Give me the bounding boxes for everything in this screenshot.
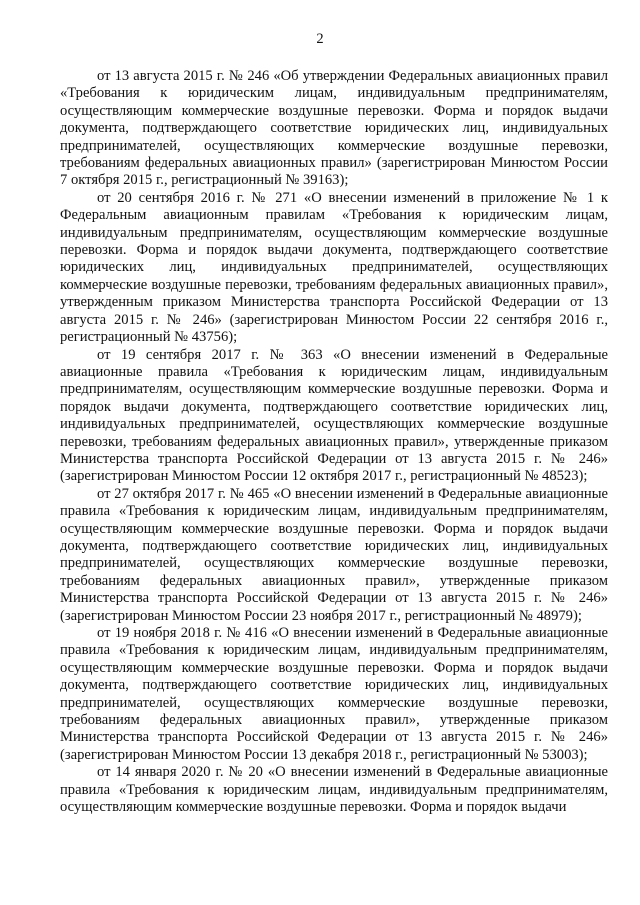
paragraph-order-20: от 14 января 2020 г. № 20 «О внесении изменений в Федеральные авиационные правила «Требования к юридическим лицам, индивидуальным предпринимателям, осуществляющим коммерческие воздушные перевозки. Форма и порядок выдачи [60, 764, 608, 816]
paragraph-order-465: от 27 октября 2017 г. № 465 «О внесении изменений в Федеральные авиационные правила «Требования к юридическим лицам, индивидуальным предпринимателям, осуществляющим коммерческие воздушные перевозки. Форма и порядок выдачи документа, подтверждающего соответствие юридических лиц, индивидуальных предпринимателей, осуществляющих коммерческие воздушные перевозки, требованиям федеральных авиационных правил», утвержденные приказом Министерства транспорта Российской Федерации от 13 августа 2015 г. № 246» (зарегистрирован Минюстом России 23 ноября 2017 г., регистрационный № 48979); [60, 485, 608, 624]
paragraph-order-416: от 19 ноября 2018 г. № 416 «О внесении изменений в Федеральные авиационные правила «Требования к юридическим лицам, индивидуальным предпринимателям, осуществляющим коммерческие воздушные перевозки. Форма и порядок выдачи документа, подтверждающего соответствие юридических лиц, индивидуальных предпринимателей, осуществляющих коммерческие воздушные перевозки, требованиям федеральных авиационных правил», утвержденные приказом Министерства транспорта Российской Федерации от 13 августа 2015 г. № 246» (зарегистрирован Минюстом России 13 декабря 2018 г., регистрационный № 53003); [60, 625, 608, 763]
page-number: 2 [316, 31, 324, 47]
paragraph-order-363: от 19 сентября 2017 г. № 363 «О внесении изменений в Федеральные авиационные правила «Требования к юридическим лицам, индивидуальным предпринимателям, осуществляющим коммерческие воздушные перевозки. Форма и порядок выдачи документа, подтверждающего соответствие юридических лиц, индивидуальных предпринимателей, осуществляющих коммерческие воздушные перевозки, требованиям федеральных авиационных правил», утвержденные приказом Министерства транспорта Российской Федерации от 13 августа 2015 г. № 246» (зарегистрирован Минюстом России 12 октября 2017 г., регистрационный № 48523); [60, 346, 608, 485]
paragraph-order-246: от 13 августа 2015 г. № 246 «Об утверждении Федеральных авиационных правил «Требования к юридическим лицам, индивидуальным предпринимателям, осуществляющим коммерческие воздушные перевозки. Форма и порядок выдачи документа, подтверждающего соответствие юридических лиц, индивидуальных предпринимателей, осуществляющих коммерческие воздушные перевозки, требованиям федеральных авиационных правил» (зарегистрирован Минюстом России 7 октября 2015 г., регистрационный № 39163); [60, 68, 608, 189]
paragraph-order-271: от 20 сентября 2016 г. № 271 «О внесении изменений в приложение № 1 к Федеральным авиационным правилам «Требования к юридическим лицам, индивидуальным предпринимателям, осуществляющим коммерческие воздушные перевозки. Форма и порядок выдачи документа, подтверждающего соответствие юридических лиц, индивидуальных предпринимателей, осуществляющих коммерческие воздушные перевозки, требованиям федеральных авиационных правил», утвержденным приказом Министерства транспорта Российской Федерации от 13 августа 2015 г. № 246» (зарегистрирован Минюстом России 22 сентября 2016 г., регистрационный № 43756); [60, 189, 608, 346]
document-body [60, 68, 608, 816]
